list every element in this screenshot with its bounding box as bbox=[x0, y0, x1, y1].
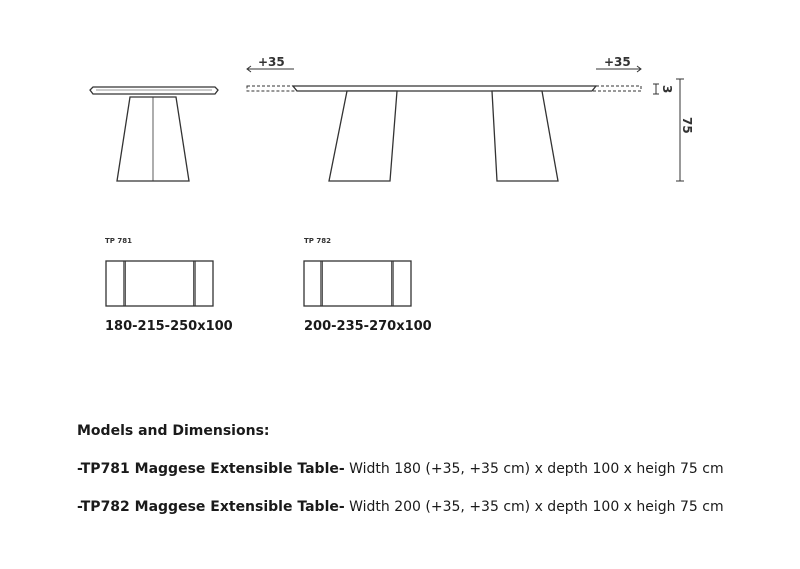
extension-right-label: +35 bbox=[604, 55, 631, 69]
model-code-tp781: TP 781 bbox=[105, 237, 132, 245]
spec-line-tp782 bbox=[77, 498, 792, 516]
spec-detail-tp781: Width 180 (+35, +35 cm) x depth 100 x heigh 75 cm bbox=[344, 461, 724, 477]
model-code-tp782: TP 782 bbox=[304, 237, 331, 245]
thickness-dimension bbox=[653, 84, 659, 94]
plan-tp781 bbox=[106, 261, 213, 306]
side-view bbox=[90, 87, 218, 181]
spec-name-tp781: -TP781 Maggese Extensible Table- bbox=[77, 461, 345, 477]
dimensions-tp781: 180-215-250x100 bbox=[105, 319, 233, 334]
extension-arrows bbox=[247, 66, 641, 72]
thickness-label: 3 bbox=[660, 85, 674, 94]
spec-line-tp781 bbox=[77, 460, 792, 478]
specs-heading: Models and Dimensions: bbox=[77, 423, 270, 439]
plan-tp782 bbox=[304, 261, 411, 306]
dimensions-tp782: 200-235-270x100 bbox=[304, 319, 432, 334]
extension-left-label: +35 bbox=[258, 55, 285, 69]
spec-detail-tp782: Width 200 (+35, +35 cm) x depth 100 x heigh 75 cm bbox=[344, 499, 724, 515]
spec-name-tp782: -TP782 Maggese Extensible Table- bbox=[77, 499, 345, 515]
height-label: 75 bbox=[680, 117, 694, 134]
front-view bbox=[293, 86, 596, 181]
